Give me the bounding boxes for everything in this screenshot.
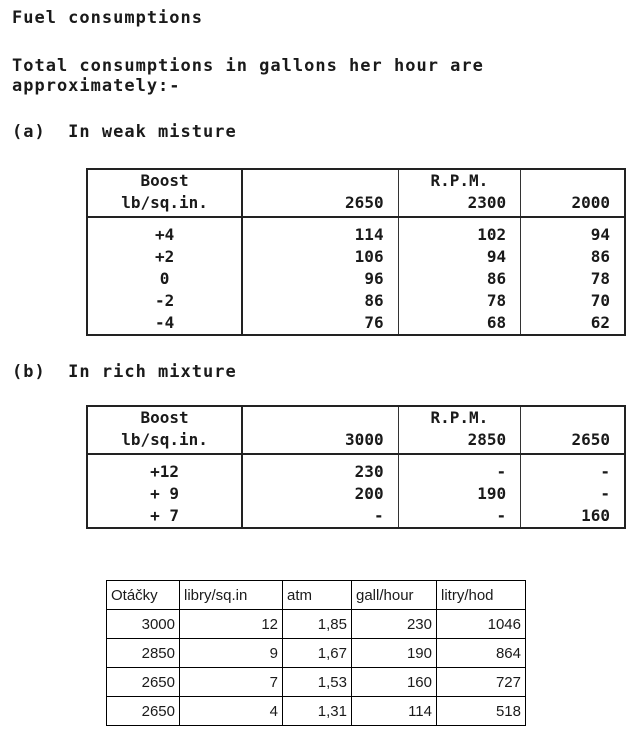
rpm-header: R.P.M. bbox=[398, 406, 521, 429]
table-cell: 7 bbox=[180, 668, 283, 697]
consumption-value: 94 bbox=[398, 246, 521, 268]
consumption-value: - bbox=[521, 483, 625, 505]
consumption-value: - bbox=[398, 505, 521, 528]
table-cell: 230 bbox=[352, 610, 437, 639]
document-title: Fuel consumptions bbox=[12, 8, 203, 28]
table-cell: 3000 bbox=[107, 610, 180, 639]
table-cell: 190 bbox=[352, 639, 437, 668]
consumption-value: 76 bbox=[242, 312, 398, 335]
rpm-column-header: 2650 bbox=[242, 192, 398, 217]
consumption-value: - bbox=[521, 461, 625, 483]
boost-unit-header: lb/sq.in. bbox=[87, 429, 242, 454]
table-row bbox=[87, 505, 625, 528]
table-cell: 518 bbox=[437, 697, 526, 726]
table-row bbox=[87, 290, 625, 312]
table-cell: 1,67 bbox=[283, 639, 352, 668]
boost-value: +2 bbox=[87, 246, 242, 268]
table-row bbox=[107, 639, 526, 668]
weak-mixture-table bbox=[86, 168, 626, 336]
consumption-value: 86 bbox=[398, 268, 521, 290]
table-row bbox=[87, 246, 625, 268]
consumption-value: 160 bbox=[521, 505, 625, 528]
table-cell: 2850 bbox=[107, 639, 180, 668]
table-cell: 2650 bbox=[107, 668, 180, 697]
table-cell: 2650 bbox=[107, 697, 180, 726]
rich-mixture-table bbox=[86, 405, 626, 529]
table-cell: 864 bbox=[437, 639, 526, 668]
boost-unit-header: lb/sq.in. bbox=[87, 192, 242, 217]
column-header: libry/sq.in bbox=[180, 581, 283, 610]
table-cell: 1046 bbox=[437, 610, 526, 639]
boost-value: 0 bbox=[87, 268, 242, 290]
table-header-row bbox=[107, 581, 526, 610]
consumption-value: 96 bbox=[242, 268, 398, 290]
consumption-value: 94 bbox=[521, 224, 625, 246]
consumption-value: 86 bbox=[242, 290, 398, 312]
rpm-column-header: 2000 bbox=[521, 192, 625, 217]
table-row bbox=[87, 268, 625, 290]
consumption-value: 114 bbox=[242, 224, 398, 246]
rpm-column-header: 3000 bbox=[242, 429, 398, 454]
consumption-value: 230 bbox=[242, 461, 398, 483]
boost-value: +4 bbox=[87, 224, 242, 246]
consumption-value: 102 bbox=[398, 224, 521, 246]
table-cell: 160 bbox=[352, 668, 437, 697]
consumption-value: 62 bbox=[521, 312, 625, 335]
table-cell: 4 bbox=[180, 697, 283, 726]
table-row bbox=[87, 461, 625, 483]
column-header: litry/hod bbox=[437, 581, 526, 610]
section-a-label: (a) In weak misture bbox=[12, 122, 237, 142]
column-header: gall/hour bbox=[352, 581, 437, 610]
boost-header: Boost bbox=[87, 169, 242, 192]
consumption-value: 70 bbox=[521, 290, 625, 312]
intro-line-1: Total consumptions in gallons her hour are bbox=[12, 56, 484, 76]
column-header: atm bbox=[283, 581, 352, 610]
consumption-value: 78 bbox=[521, 268, 625, 290]
table-row bbox=[107, 668, 526, 697]
table-cell: 12 bbox=[180, 610, 283, 639]
table-cell: 1,31 bbox=[283, 697, 352, 726]
table-row bbox=[87, 312, 625, 335]
boost-value: +12 bbox=[87, 461, 242, 483]
table-cell: 114 bbox=[352, 697, 437, 726]
consumption-value: 200 bbox=[242, 483, 398, 505]
table-row bbox=[107, 697, 526, 726]
boost-value: + 7 bbox=[87, 505, 242, 528]
rpm-header: R.P.M. bbox=[398, 169, 521, 192]
consumption-value: 68 bbox=[398, 312, 521, 335]
table-cell: 1,53 bbox=[283, 668, 352, 697]
table-cell: 727 bbox=[437, 668, 526, 697]
boost-value: -4 bbox=[87, 312, 242, 335]
boost-value: + 9 bbox=[87, 483, 242, 505]
consumption-value: - bbox=[398, 461, 521, 483]
consumption-value: 190 bbox=[398, 483, 521, 505]
table-cell: 1,85 bbox=[283, 610, 352, 639]
column-header: Otáčky bbox=[107, 581, 180, 610]
consumption-value: 78 bbox=[398, 290, 521, 312]
intro-line-2: approximately:- bbox=[12, 76, 181, 96]
rpm-column-header: 2850 bbox=[398, 429, 521, 454]
consumption-value: 106 bbox=[242, 246, 398, 268]
consumption-value: 86 bbox=[521, 246, 625, 268]
section-b-label: (b) In rich mixture bbox=[12, 362, 237, 382]
rpm-column-header: 2650 bbox=[521, 429, 625, 454]
conversion-table bbox=[106, 580, 526, 726]
boost-header: Boost bbox=[87, 406, 242, 429]
boost-value: -2 bbox=[87, 290, 242, 312]
rpm-column-header: 2300 bbox=[398, 192, 521, 217]
table-row bbox=[87, 224, 625, 246]
table-row bbox=[87, 483, 625, 505]
table-row bbox=[107, 610, 526, 639]
table-cell: 9 bbox=[180, 639, 283, 668]
consumption-value: - bbox=[242, 505, 398, 528]
